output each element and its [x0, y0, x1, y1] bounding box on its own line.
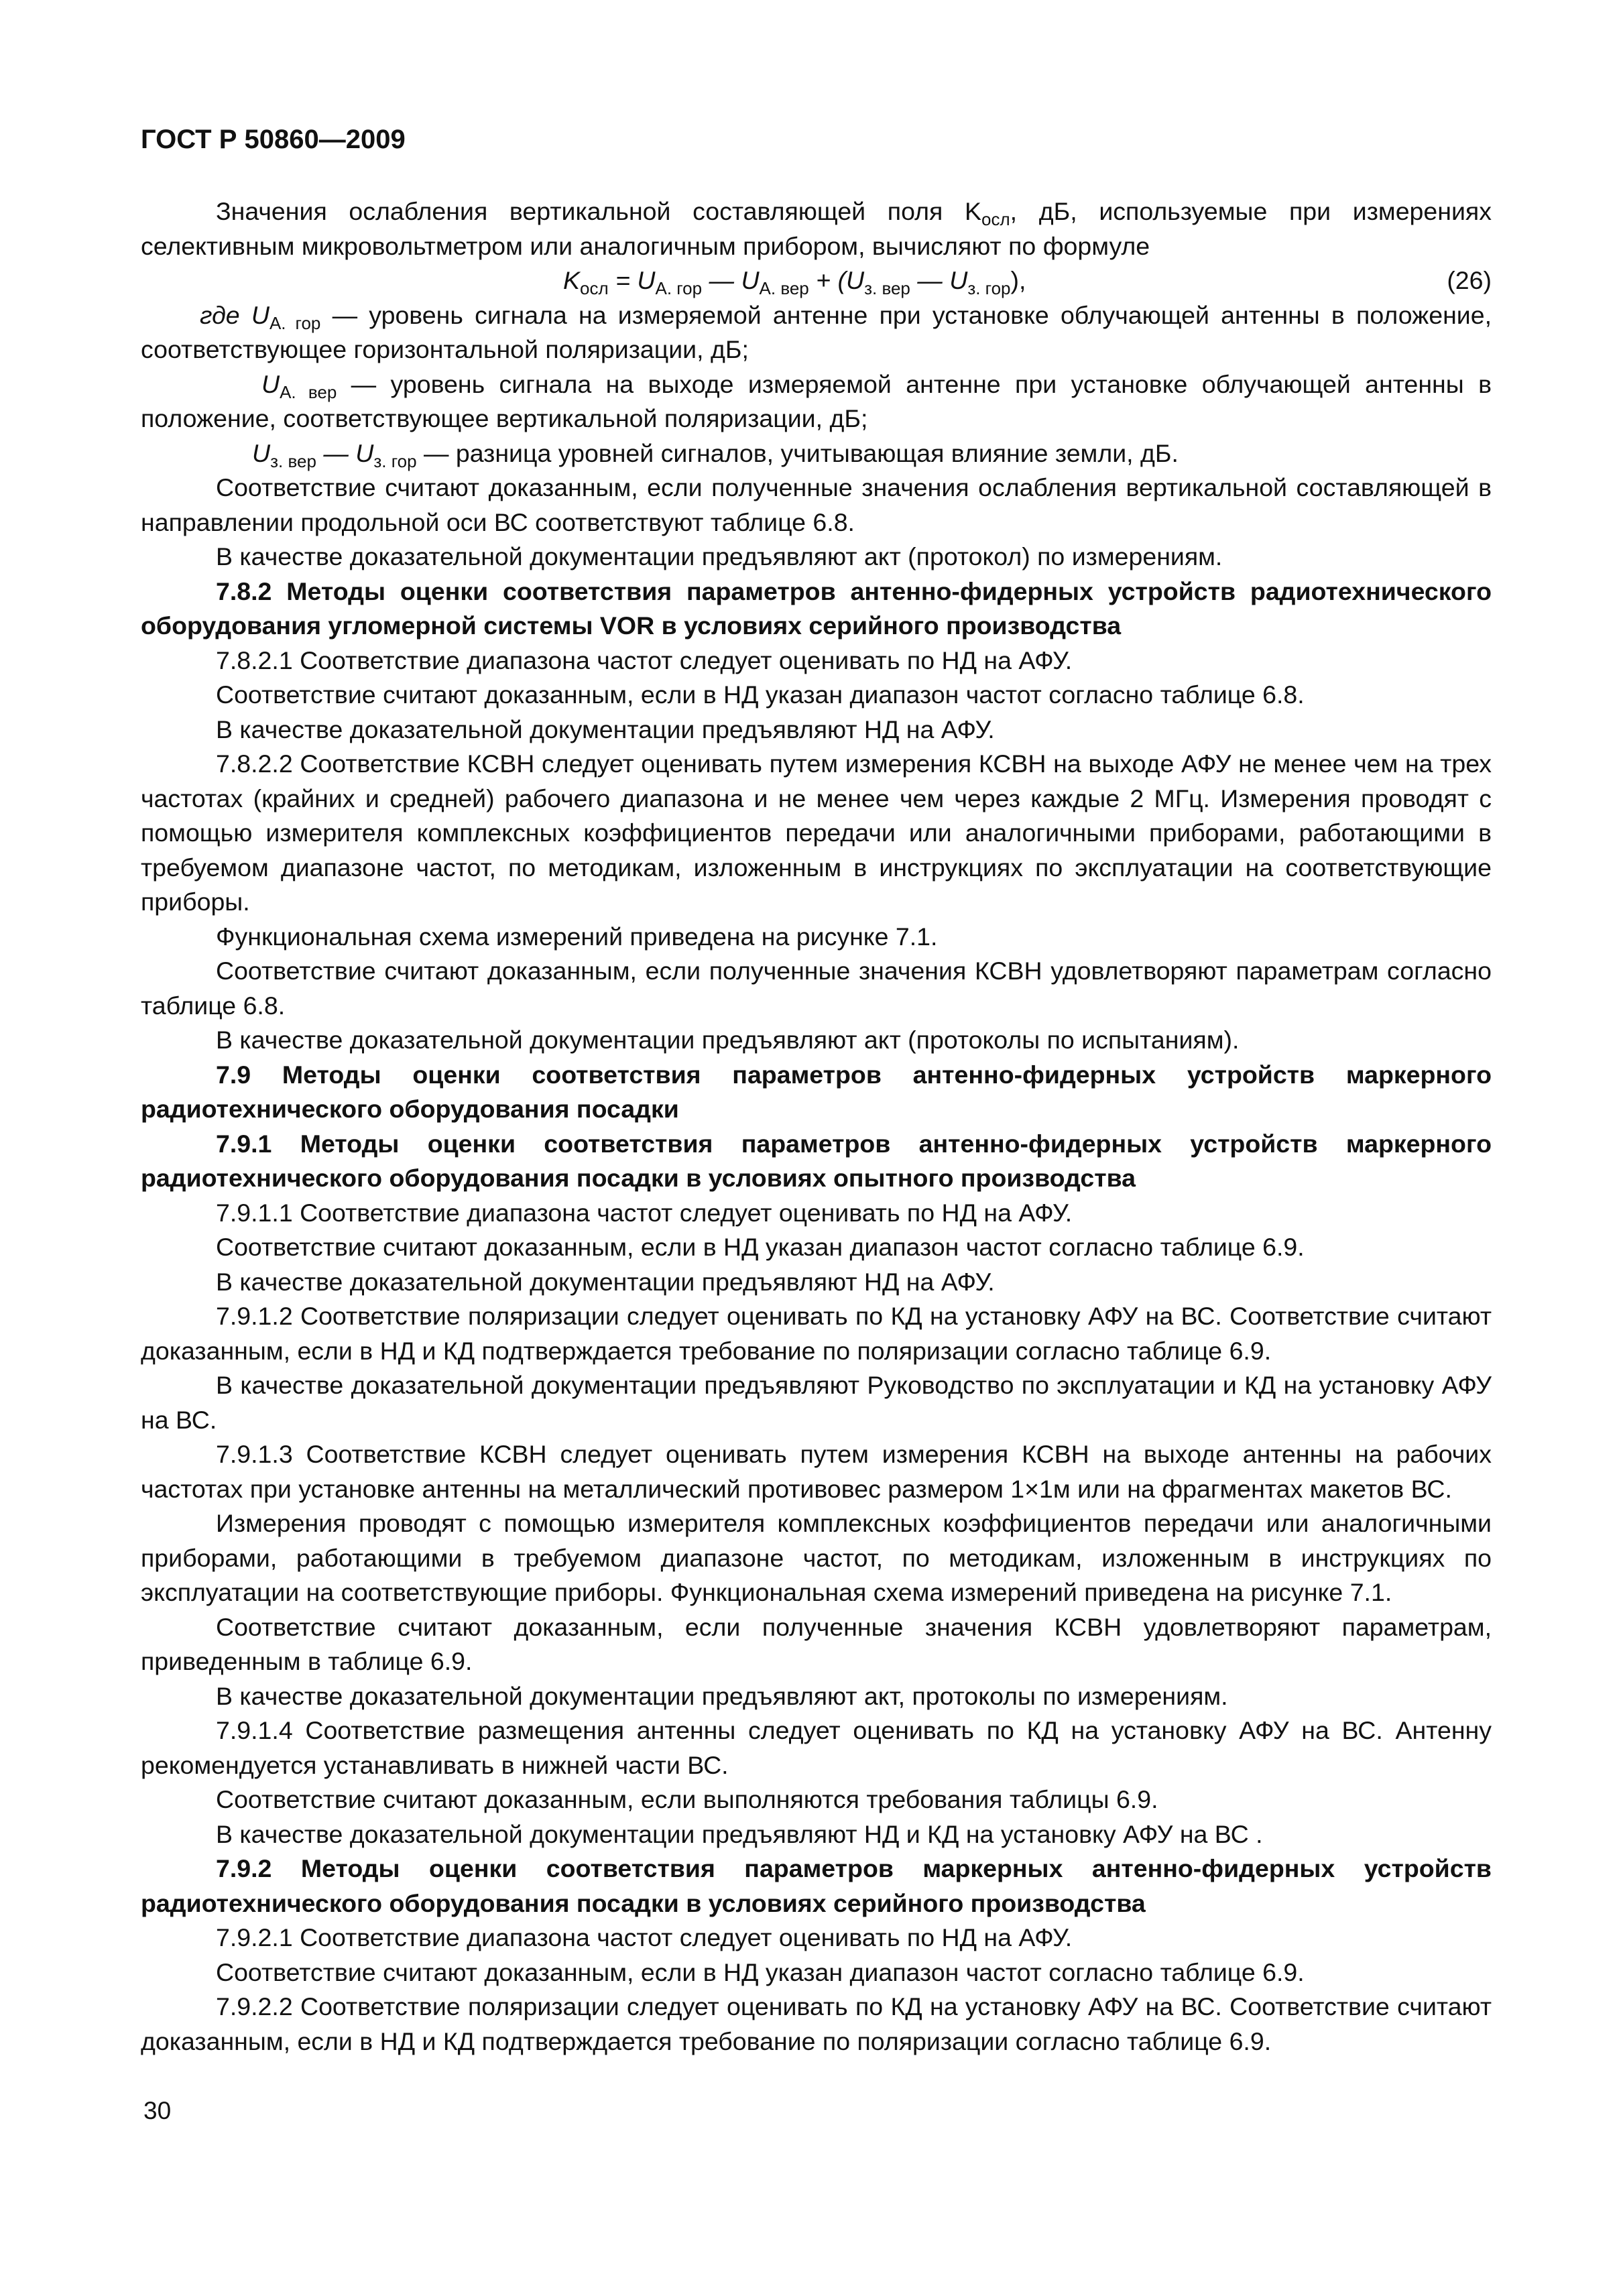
paragraph: Соответствие считают доказанным, если в НД указан диапазон частот согласно таблице 6.9.	[216, 1957, 1305, 1986]
paragraph: 7.9.1.3 Соответствие КСВН следует оценивать путем измерения КСВН на выходе антенны на рабочих частотах при установке антенны на металлический противовес размером 1×1м или на фрагментах макетов ВС.	[141, 1440, 1492, 1503]
paragraph: Соответствие считают доказанным, если выполняются требования таблицы 6.9.	[216, 1785, 1158, 1813]
paragraph: 7.9.2.2 Соответствие поляризации следует оценивать по КД на установку АФУ на ВС. Соответствие считают доказанным, если в НД и КД подтверждается требование по поляризации согласно таблице 6.9.	[141, 1992, 1492, 2055]
paragraph: В качестве доказательной документации предъявляют акт, протоколы по измерениям.	[216, 1681, 1228, 1710]
paragraph: Соответствие считают доказанным, если в НД указан диапазон частот согласно таблице 6.9.	[216, 1233, 1305, 1261]
section-heading-7-9-2: 7.9.2 Методы оценки соответствия параметров маркерных антенно-фидерных устройств радиотехнического оборудования посадки в условиях серийного производства	[141, 1854, 1492, 1917]
formula-expression: $K_{осл} = U_{А. гор}$ — $U_{А. вер} + (U_{з. вер}$ — $U_{з. гор}$),	[563, 266, 1026, 298]
paragraph: Соответствие считают доказанным, если полученные значения ослабления вертикальной составляющей в направлении продольной оси ВС соответствуют таблице 6.8.	[141, 473, 1492, 536]
paragraph: В качестве доказательной документации предъявляют НД и КД на установку АФУ на ВС .	[216, 1819, 1263, 1848]
paragraph: 7.9.1.1 Соответствие диапазона частот следует оценивать по НД на АФУ.	[216, 1198, 1073, 1227]
paragraph: 7.9.1.2 Соответствие поляризации следует оценивать по КД на установку АФУ на ВС. Соответствие считают доказанным, если в НД и КД подтверждается требование по поляризации согласно таблице 6.9.	[141, 1302, 1492, 1365]
paragraph: В качестве доказательной документации предъявляют НД на АФУ.	[216, 1267, 995, 1296]
paragraph: Соответствие считают доказанным, если полученные значения КСВН удовлетворяют параметрам согласно таблице 6.8.	[141, 957, 1492, 1020]
formula-26	[141, 263, 1492, 298]
paragraph: В качестве доказательной документации предъявляют акт (протокол) по измерениям.	[216, 542, 1223, 570]
section-heading-7-9: 7.9 Методы оценки соответствия параметров антенно-фидерных устройств маркерного радиотехнического оборудования посадки	[141, 1060, 1492, 1123]
paragraph: В качестве доказательной документации предъявляют Руководство по эксплуатации и КД на установку АФУ на ВС.	[141, 1371, 1492, 1434]
paragraph: В качестве доказательной документации предъявляют НД на АФУ.	[216, 715, 995, 743]
paragraph: 7.9.2.1 Соответствие диапазона частот следует оценивать по НД на АФУ.	[216, 1923, 1073, 1951]
paragraph: Функциональная схема измерений приведена на рисунке 7.1.	[216, 922, 938, 951]
formula-number: (26)	[1447, 266, 1492, 294]
definition-u-z: $U_{з. вер}$ — $U_{з. гор}$ — разница уровней сигналов, учитывающая влияние земли, дБ.	[252, 438, 1179, 471]
paragraph: 7.8.2.1 Соответствие диапазона частот следует оценивать по НД на АФУ.	[216, 646, 1073, 674]
paragraph: Измерения проводят с помощью измерителя комплексных коэффициентов передачи или аналогичными приборами, работающими в требуемом диапазоне частот, по методикам, изложенным в инструкциях по эксплуатации на соответствующие приборы. Функциональная схема измерений приведена на рисунке 7.1.	[141, 1509, 1492, 1606]
paragraph: Соответствие считают доказанным, если в НД указан диапазон частот согласно таблице 6.8.	[216, 680, 1305, 709]
section-heading-7-9-1: 7.9.1 Методы оценки соответствия параметров антенно-фидерных устройств маркерного радиотехнического оборудования посадки в условиях опытного производства	[141, 1129, 1492, 1192]
section-heading-7-8-2: 7.8.2 Методы оценки соответствия параметров антенно-фидерных устройств радиотехнического оборудования угломерной системы VOR в условиях серийного производства	[141, 577, 1492, 640]
definition-u-a-ver: $U_{А. вер}$ — уровень сигнала на выходе измеряемой антенне при установке облучающей антенны в положение, соответствующее вертикальной поляризации, дБ;	[141, 369, 1492, 432]
document-header: ГОСТ Р 50860—2009	[141, 125, 406, 154]
page-number: 30	[143, 2097, 172, 2124]
intro-paragraph: Значения ослабления вертикальной составляющей поля $K_{осл}$, дБ, используемые при измерениях селективным микровольтметром или аналогичным прибором, вычисляют по формуле	[141, 197, 1492, 260]
paragraph: Соответствие считают доказанным, если полученные значения КСВН удовлетворяют параметрам, приведенным в таблице 6.9.	[141, 1612, 1492, 1675]
paragraph: 7.9.1.4 Соответствие размещения антенны следует оценивать по КД на установку АФУ на ВС. Антенну рекомендуется устанавливать в нижней части ВС.	[141, 1716, 1492, 1779]
paragraph: В качестве доказательной документации предъявляют акт (протоколы по испытаниям).	[216, 1026, 1240, 1054]
document-body	[141, 194, 1492, 2059]
paragraph: 7.8.2.2 Соответствие КСВН следует оценивать путем измерения КСВН на выходе АФУ не менее чем на трех частотах (крайних и средней) рабочего диапазона и не менее чем через каждые 2 МГц. Измерения проводят с помощью измерителя комплексных коэффициентов передачи или аналогичными приборами, работающими в требуемом диапазоне частот, по методикам, изложенным в инструкциях по эксплуатации на соответствующие приборы.	[141, 749, 1492, 916]
definition-u-a-gor: где $U_{А. гор}$ — уровень сигнала на измеряемой антенне при установке облучающей антенны в положение, соответствующее горизонтальной поляризации, дБ;	[141, 300, 1492, 363]
